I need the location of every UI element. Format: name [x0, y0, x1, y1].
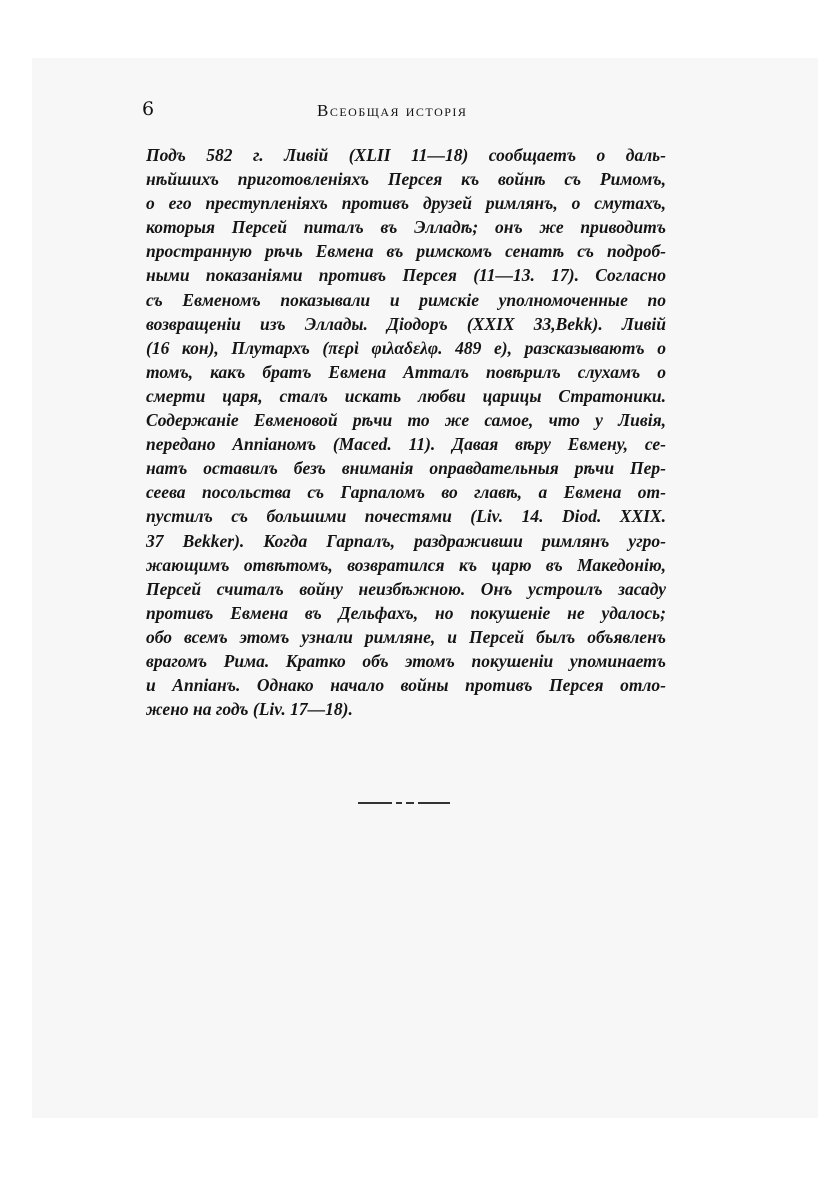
text-line: врагомъ Рима. Кратко объ этомъ покушеніи упоминаетъ — [146, 650, 666, 671]
text-line: и Аппіанъ. Однако начало войны противъ Персея отло- — [146, 675, 666, 696]
text-line: (16 кон), Плутархъ (περὶ φιλαδελφ. 489 e), разсказываютъ о — [146, 337, 666, 358]
text-line: жающимъ отвѣтомъ, возвратился къ царю въ Македонію, — [146, 554, 666, 575]
text-line: о его преступленіяхъ противъ друзей римлянъ, о смутахъ, — [146, 193, 666, 214]
text-line: Содержаніе Евменовой рѣчи то же самое, что у Ливія, — [146, 410, 666, 431]
text-line: Персей считалъ войну неизбѣжною. Онъ устроилъ засаду — [146, 578, 666, 599]
section-divider — [358, 802, 450, 804]
text-line: возвращеніи изъ Эллады. Діодоръ (XXIX 33,Bekk). Ливій — [146, 313, 666, 334]
text-line: пустилъ съ большими почестями (Liv. 14. Diod. XXIX. — [146, 506, 666, 527]
text-line: съ Евменомъ показывали и римскіе уполномоченные по — [146, 289, 666, 310]
running-head: Всеобщая исторія — [317, 101, 468, 120]
text-line: противъ Евмена въ Дельфахъ, но покушеніе не удалось; — [146, 602, 666, 623]
text-line: жено на годъ (Liv. 17—18). — [146, 699, 353, 720]
text-line: которыя Персей питалъ въ Элладѣ; онъ же приводитъ — [146, 217, 666, 238]
text-line: нѣйшихъ приготовленіяхъ Персея къ войнѣ съ Римомъ, — [146, 169, 666, 190]
text-line: сеева посольства съ Гарпаломъ во главѣ, а Евмена от- — [146, 482, 666, 503]
text-line: Подъ 582 г. Ливій (XLII 11—18) сообщаетъ о даль- — [146, 145, 666, 165]
text-line: обо всемъ этомъ узнали римляне, и Персей былъ объявленъ — [146, 626, 666, 647]
body-paragraph — [146, 143, 666, 721]
text-line: пространную рѣчь Евмена въ римскомъ сенатѣ съ подроб- — [146, 241, 666, 262]
text-line: томъ, какъ братъ Евмена Атталъ повѣрилъ слухамъ о — [146, 361, 666, 382]
text-line: передано Аппіаномъ (Maced. 11). Давая вѣру Евмену, се- — [146, 434, 666, 455]
text-line: ными показаніями противъ Персея (11—13. 17). Согласно — [146, 265, 666, 286]
text-line: натъ оставилъ безъ вниманія оправдательныя рѣчи Пер- — [146, 458, 666, 479]
text-line: 37 Bekker). Когда Гарпалъ, раздраживши римлянъ угро- — [146, 530, 666, 551]
page-number: 6 — [142, 98, 155, 120]
text-line: смерти царя, сталъ искать любви царицы Стратоники. — [146, 385, 666, 406]
